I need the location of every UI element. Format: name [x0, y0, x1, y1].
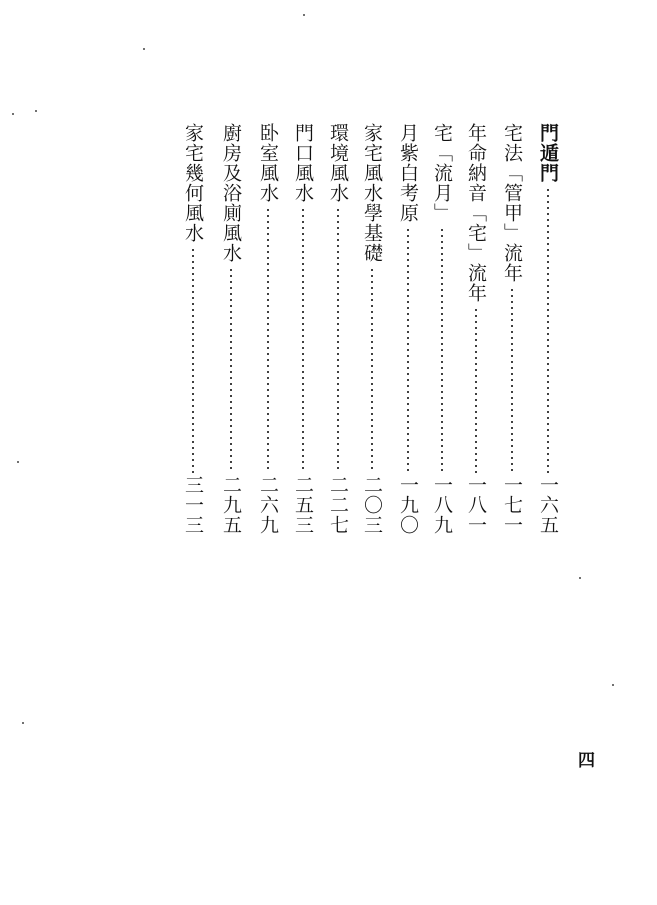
dot-leader	[547, 187, 549, 473]
toc-entry-title: 家宅風水學基礎	[361, 123, 383, 263]
toc-entry	[500, 123, 524, 535]
toc-entry	[181, 123, 205, 535]
toc-entry	[430, 123, 454, 535]
dot-leader	[230, 267, 232, 473]
toc-entry-page: 二〇三	[361, 475, 383, 535]
toc-entry	[536, 123, 560, 535]
toc-entry-page: 二五三	[292, 475, 314, 535]
toc-entry-title: 宅法「管甲」流年	[501, 123, 523, 283]
scan-speck	[17, 461, 19, 463]
toc-entry	[396, 123, 420, 535]
dot-leader	[302, 207, 304, 473]
toc-entry-title: 門口風水	[292, 123, 314, 203]
toc-entry	[360, 123, 384, 535]
toc-entry-title: 家宅幾何風水	[182, 123, 204, 243]
dot-leader	[267, 207, 269, 473]
page-number: 四	[578, 751, 595, 771]
scan-speck	[12, 113, 14, 115]
toc-entry	[326, 123, 350, 535]
toc-entry-page: 一六五	[537, 475, 559, 535]
toc-entry-title: 環境風水	[327, 123, 349, 203]
toc-entry-title: 廚房及浴廁風水	[220, 123, 242, 263]
toc-entry-title: 年命納音「宅」流年	[465, 123, 487, 303]
toc-entry-page: 一八九	[431, 475, 453, 535]
dot-leader	[441, 227, 443, 473]
toc-entry-title: 月紫白考原	[397, 123, 419, 223]
toc-entry-page: 一八一	[465, 475, 487, 535]
toc-entry-page: 一七一	[501, 475, 523, 535]
toc-entry-title: 宅「流月」	[431, 123, 453, 223]
toc-entry	[219, 123, 243, 535]
toc-entry-page: 二二七	[327, 475, 349, 535]
scan-speck	[22, 722, 24, 724]
dot-leader	[371, 267, 373, 473]
scan-speck	[612, 684, 614, 686]
dot-leader	[337, 207, 339, 473]
toc-entry	[256, 123, 280, 535]
toc-entry-title: 卧室風水	[257, 123, 279, 203]
toc-entry-title: 門遁門	[537, 123, 559, 183]
scan-speck	[579, 577, 581, 579]
scan-speck	[143, 48, 145, 50]
dot-leader	[192, 247, 194, 473]
toc-entry-page: 二九五	[220, 475, 242, 535]
scan-speck	[303, 14, 305, 16]
toc-entry-page: 二六九	[257, 475, 279, 535]
dot-leader	[511, 287, 513, 473]
toc-entry-page: 一九〇	[397, 475, 419, 535]
dot-leader	[475, 307, 477, 473]
toc-entry	[464, 123, 488, 535]
dot-leader	[407, 227, 409, 473]
scan-speck	[35, 110, 37, 112]
toc-entry	[291, 123, 315, 535]
toc-entry-page: 三一三	[182, 475, 204, 535]
